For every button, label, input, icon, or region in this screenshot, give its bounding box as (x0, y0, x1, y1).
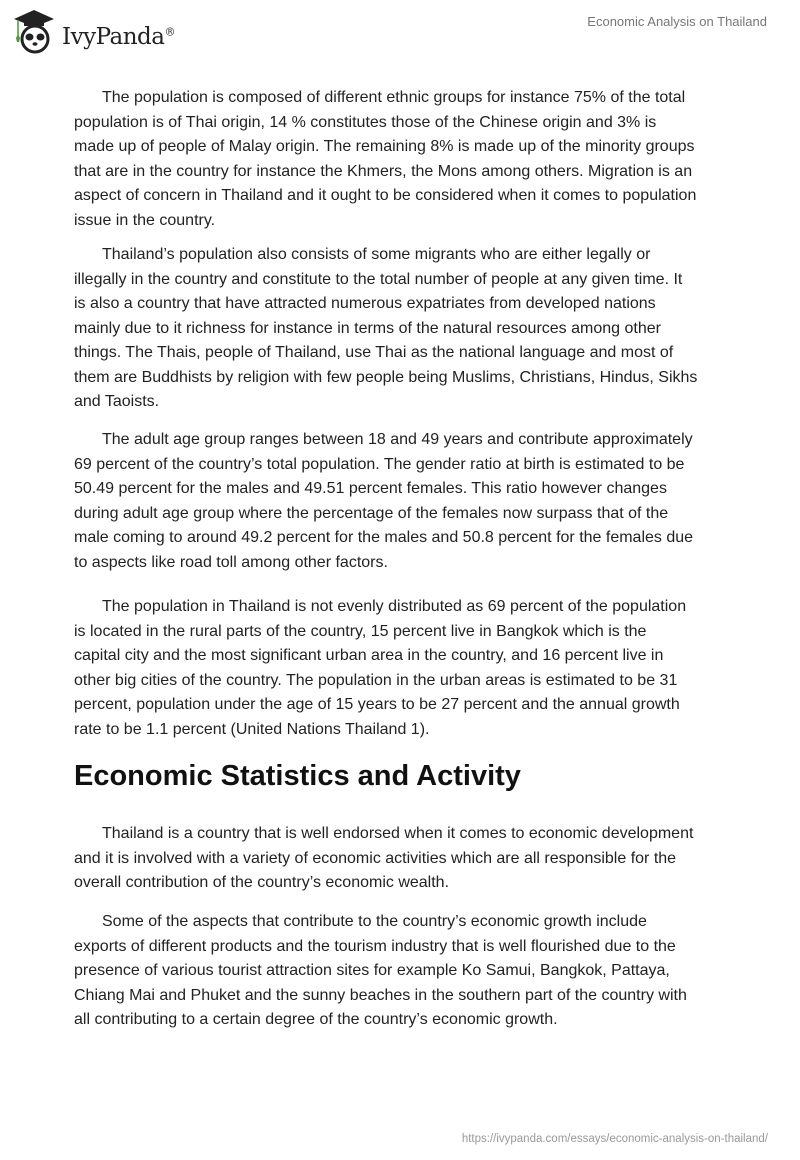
paragraph-line: capital city and the most significant urban area in the country, and 16 percent live in (74, 647, 664, 664)
document-title: Economic Analysis on Thailand (587, 14, 767, 29)
paragraph-line: other big cities of the country. The population in the urban areas is estimated to be 31 (74, 671, 678, 689)
paragraph-line: and Taoists. (74, 393, 160, 410)
paragraph-line: The population is composed of different ethnic groups for instance 75% of the total (102, 89, 686, 106)
paragraph-line: aspect of concern in Thailand and it ought to be considered when it comes to population (74, 187, 697, 204)
paragraph-line: overall contribution of the country’s economic wealth. (74, 874, 450, 891)
paragraph (74, 595, 686, 742)
paragraph-line: 50.49 percent for the males and 49.51 percent females. This ratio however changes (74, 480, 667, 497)
paragraph (74, 86, 696, 233)
paragraph (74, 822, 693, 896)
paragraph-line: percent, population under the age of 15 years to be 27 percent and the annual growth (74, 696, 680, 713)
panda-graduate-icon (12, 8, 56, 54)
paragraph-line: Thailand is a country that is well endorsed when it comes to economic development (102, 825, 694, 842)
paragraph-line: The adult age group ranges between 18 and 49 years and contribute approximately (102, 431, 693, 448)
section-heading: Economic Statistics and Activity (74, 760, 521, 792)
paragraph-line: Chiang Mai and Phuket and the sunny beaches in the southern part of the country with (74, 986, 687, 1004)
paragraph-line: to aspects like road toll among other factors. (74, 553, 388, 571)
paragraph-line: mainly due to it richness for instance in terms of the natural resources among other (74, 319, 661, 337)
paragraph (74, 910, 687, 1033)
paragraph-line: population is of Thai origin, 14 % constitutes those of the Chinese origin and 3% is (74, 113, 657, 131)
paragraph-line: made up of people of Malay origin. The remaining 8% is made up of the minority groups (74, 138, 695, 155)
paragraph-line: illegally in the country and constitute to the total number of people at any given time. It (74, 270, 683, 288)
paragraph-line: that are in the country for instance the Khmers, the Mons among others. Migration is an (74, 162, 693, 180)
paragraph (74, 428, 693, 575)
paragraph-line: and it is involved with a variety of economic activities which are all responsible for the (74, 849, 677, 867)
paragraph-line: things. The Thais, people of Thailand, use Thai as the national language and most of (74, 344, 674, 361)
paragraph-line: 69 percent of the country’s total population. The gender ratio at birth is estimated to be (74, 455, 685, 473)
paragraph-line: all contributing to a certain degree of the country’s economic growth. (74, 1011, 558, 1028)
paragraph-line: issue in the country. (74, 211, 216, 229)
paragraph-line: male coming to around 49.2 percent for the males and 50.8 percent for the females due (74, 529, 694, 546)
paragraph-line: The population in Thailand is not evenly distributed as 69 percent of the population (102, 598, 687, 615)
paragraph-line: during adult age group where the percentage of the females now surpass that of the (74, 504, 669, 522)
paragraph-line: rate to be 1.1 percent (United Nations Thailand 1). (74, 720, 430, 738)
paragraph-line: Thailand’s population also consists of some migrants who are either legally or (102, 246, 651, 263)
paragraph-line: presence of various tourist attraction sites for example Ko Samui, Bangkok, Pattaya, (74, 962, 670, 979)
footer-url[interactable]: https://ivypanda.com/essays/economic-analysis-on-thailand/ (461, 1133, 768, 1145)
paragraph-line: is located in the rural parts of the country, 15 percent live in Bangkok which is the (74, 622, 647, 640)
paragraph (74, 243, 697, 415)
paragraph-line: Some of the aspects that contribute to the country’s economic growth include (102, 913, 647, 930)
ivypanda-logo[interactable] (12, 8, 175, 54)
paragraph-line: is also a country that have attracted numerous expatriates from developed nations (74, 295, 656, 312)
logo-text: IvyPanda® (62, 24, 175, 50)
paragraph-line: them are Buddhists by religion with few people being Muslims, Christians, Hindus, Sikhs (74, 368, 698, 386)
paragraph-line: exports of different products and the tourism industry that is well flourished due to the (74, 937, 676, 955)
